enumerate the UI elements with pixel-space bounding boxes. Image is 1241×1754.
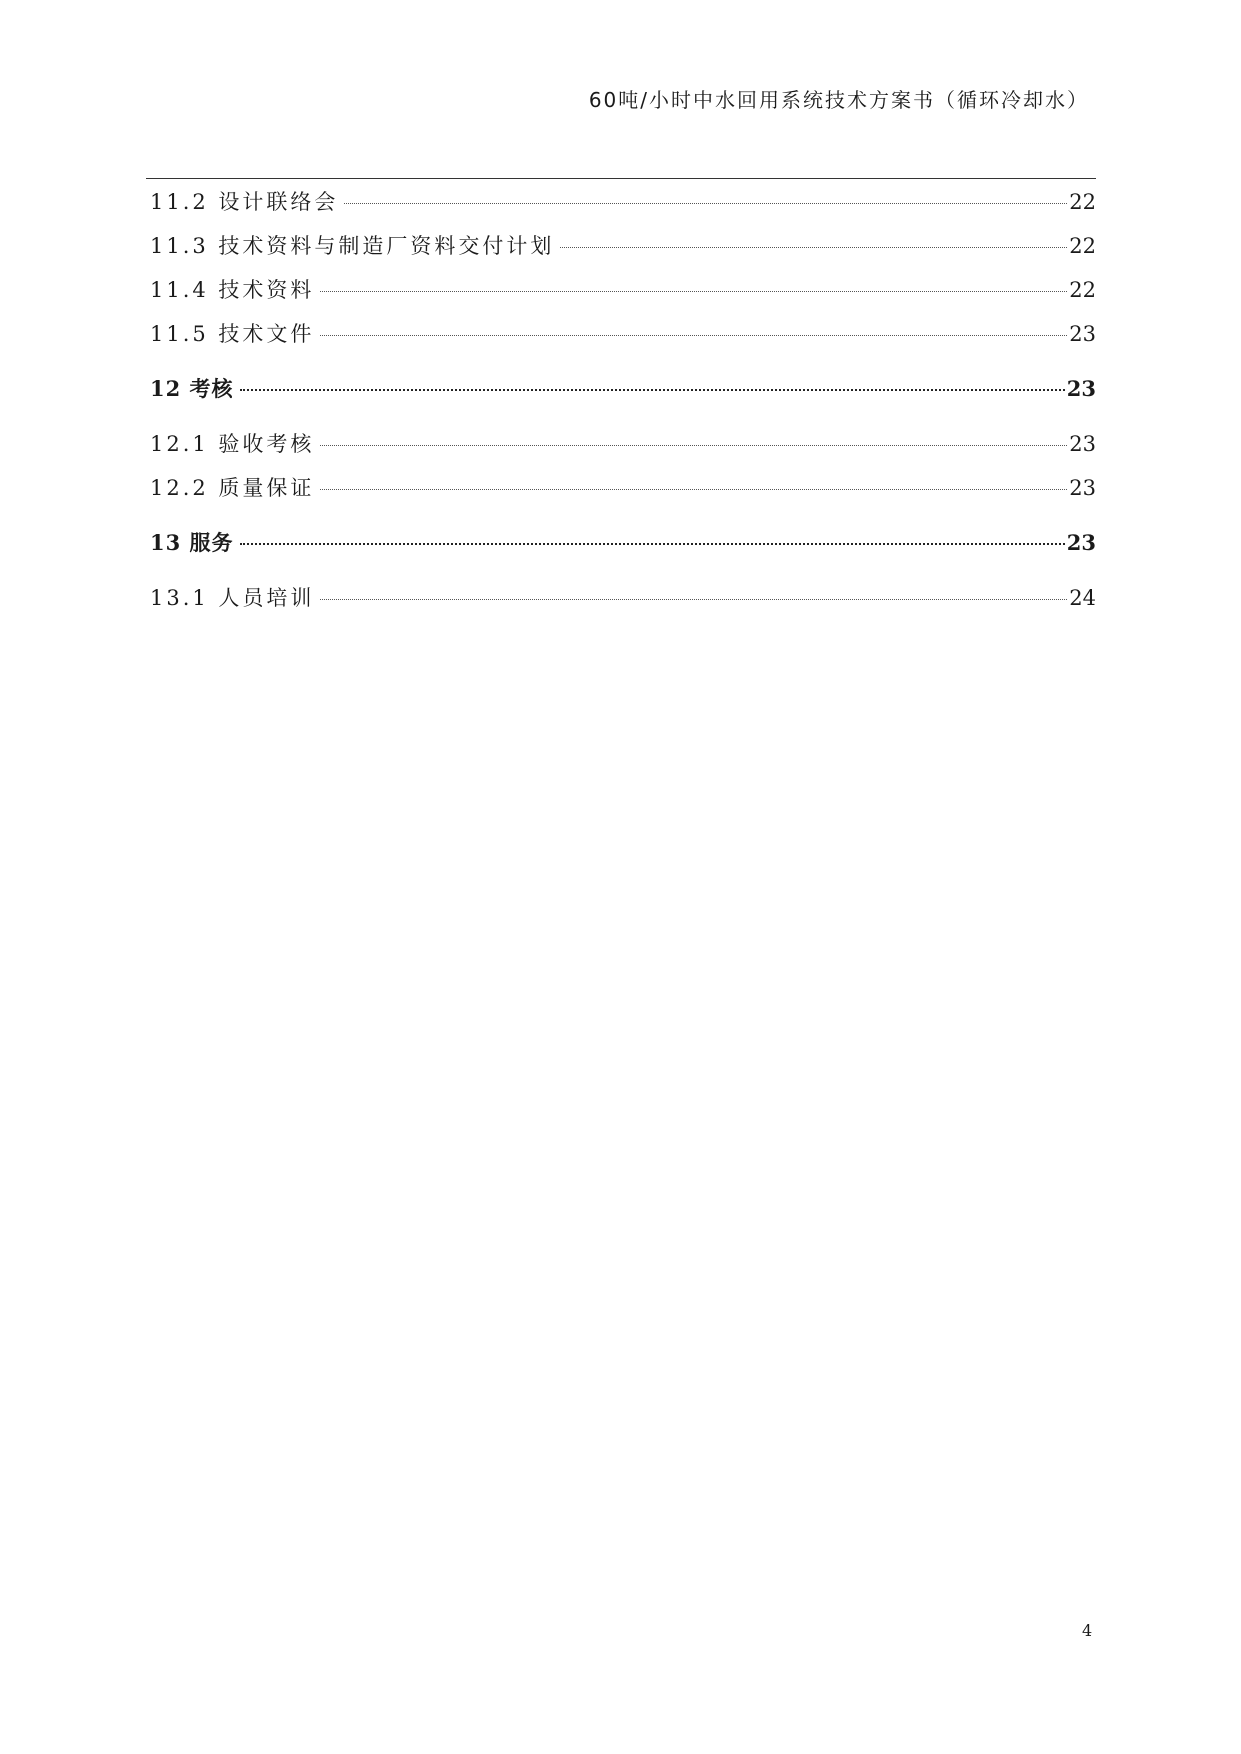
toc-dot-leader xyxy=(560,247,1067,248)
toc-entry-label: 12.2 质量保证 xyxy=(150,476,315,500)
toc-entry-page: 22 xyxy=(1069,190,1096,214)
toc-dot-leader xyxy=(240,543,1065,545)
toc-entry-label: 11.2 设计联络会 xyxy=(150,190,339,214)
page-header-title: 60吨/小时中水回用系统技术方案书（循环冷却水） xyxy=(588,88,1089,112)
toc-entry-label: 11.5 技术文件 xyxy=(150,322,315,346)
toc-entry-page: 22 xyxy=(1069,234,1096,258)
toc-entry-page: 22 xyxy=(1069,278,1096,302)
toc-entry-page: 23 xyxy=(1069,322,1096,346)
toc-entry-page: 23 xyxy=(1069,432,1096,456)
toc-dot-leader xyxy=(320,599,1067,600)
toc-entry-11-2[interactable] xyxy=(150,188,1096,216)
toc-entry-page: 23 xyxy=(1066,376,1096,401)
toc-entry-page: 23 xyxy=(1066,530,1096,555)
toc-entry-12-2[interactable] xyxy=(150,474,1096,502)
toc-entry-page: 24 xyxy=(1069,586,1096,610)
toc-entry-13-1[interactable] xyxy=(150,584,1096,612)
toc-dot-leader xyxy=(320,335,1067,336)
header-divider xyxy=(146,178,1096,179)
toc-entry-11-4[interactable] xyxy=(150,276,1096,304)
page-number: 4 xyxy=(1082,1621,1093,1640)
toc-dot-leader xyxy=(240,389,1065,391)
toc-dot-leader xyxy=(320,489,1067,490)
toc-entry-13[interactable] xyxy=(150,529,1096,557)
toc-dot-leader xyxy=(344,203,1067,204)
toc-entry-label: 13.1 人员培训 xyxy=(150,586,315,610)
toc-entry-label: 11.3 技术资料与制造厂资料交付计划 xyxy=(150,234,555,258)
toc-entry-page: 23 xyxy=(1069,476,1096,500)
toc-entry-11-5[interactable] xyxy=(150,320,1096,348)
toc-entry-label: 13 服务 xyxy=(150,530,234,555)
toc-entry-label: 12 考核 xyxy=(150,376,234,401)
toc-entry-label: 12.1 验收考核 xyxy=(150,432,315,456)
toc-dot-leader xyxy=(320,445,1067,446)
table-of-contents xyxy=(150,188,1096,612)
toc-entry-11-3[interactable] xyxy=(150,232,1096,260)
toc-entry-12[interactable] xyxy=(150,375,1096,403)
toc-dot-leader xyxy=(320,291,1067,292)
toc-entry-12-1[interactable] xyxy=(150,430,1096,458)
toc-entry-label: 11.4 技术资料 xyxy=(150,278,315,302)
